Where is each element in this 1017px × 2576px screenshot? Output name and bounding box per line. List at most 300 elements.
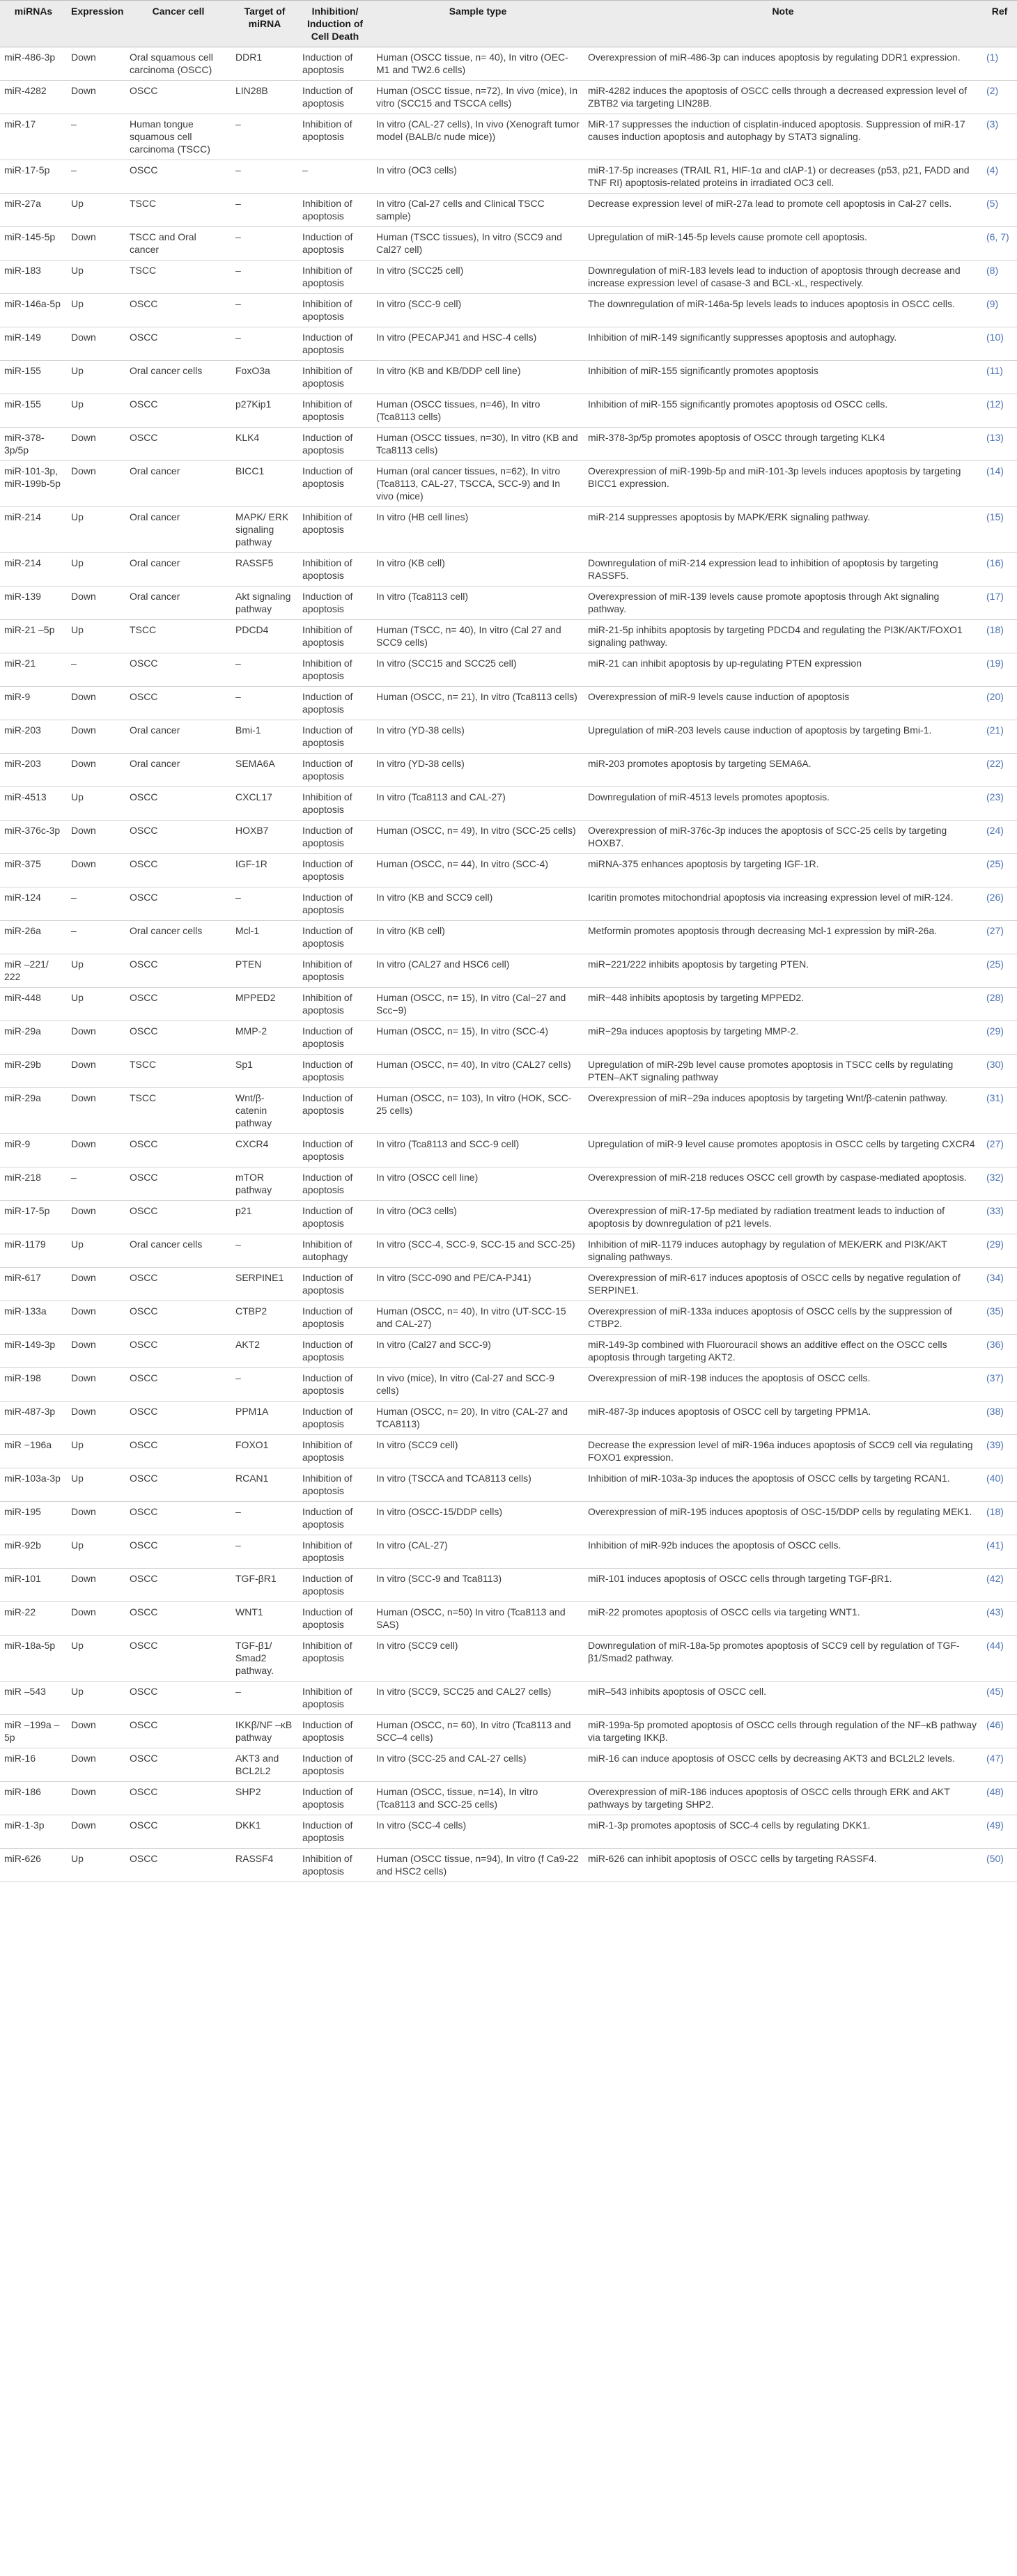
cancer-cell-cell: Oral squamous cell carcinoma (OSCC) — [125, 47, 231, 81]
table-row — [0, 114, 1017, 160]
table-row — [0, 887, 1017, 921]
table-row — [0, 1268, 1017, 1301]
sample-type-cell: In vitro (HB cell lines) — [372, 507, 584, 553]
mirna-cell: miR-18a-5p — [0, 1636, 67, 1682]
table-row — [0, 1849, 1017, 1882]
table-row — [0, 720, 1017, 754]
cancer-cell-cell: OSCC — [125, 653, 231, 687]
target-cell: LIN28B — [231, 81, 298, 114]
ref-cell: (46) — [982, 1715, 1017, 1748]
cell-death-cell: Induction of apoptosis — [298, 1715, 372, 1748]
ref-cell: (11) — [982, 361, 1017, 394]
target-cell: PTEN — [231, 954, 298, 988]
cancer-cell-cell: OSCC — [125, 1782, 231, 1815]
expression-cell: Up — [67, 294, 125, 327]
table-row — [0, 327, 1017, 361]
mirna-cell: miR-218 — [0, 1167, 67, 1201]
ref-cell: (27) — [982, 921, 1017, 954]
expression-cell: Down — [67, 1368, 125, 1402]
expression-cell: Up — [67, 394, 125, 428]
sample-type-cell: In vitro (SCC-4, SCC-9, SCC-15 and SCC-25) — [372, 1234, 584, 1268]
ref-cell: (22) — [982, 754, 1017, 787]
target-cell: – — [231, 653, 298, 687]
cancer-cell-cell: Oral cancer — [125, 720, 231, 754]
mirna-cell: miR-1-3p — [0, 1815, 67, 1849]
sample-type-cell: Human (OSCC, n= 21), In vitro (Tca8113 cells) — [372, 687, 584, 720]
mirna-cell: miR-146a-5p — [0, 294, 67, 327]
header-row — [0, 1, 1017, 47]
cell-death-cell: Induction of apoptosis — [298, 720, 372, 754]
sample-type-cell: Human (OSCC, n= 40), In vitro (CAL27 cells) — [372, 1055, 584, 1088]
table-row — [0, 1201, 1017, 1234]
expression-cell: Down — [67, 687, 125, 720]
table-row — [0, 1535, 1017, 1569]
note-cell: Decrease expression level of miR-27a lead to promote cell apoptosis in Cal-27 cells. — [584, 194, 982, 227]
expression-cell: Down — [67, 81, 125, 114]
sample-type-cell: Human (OSCC, n= 15), In vitro (Cal−27 and Scc−9) — [372, 988, 584, 1021]
cancer-cell-cell: OSCC — [125, 821, 231, 854]
mirna-cell: miR-203 — [0, 754, 67, 787]
ref-cell: (47) — [982, 1748, 1017, 1782]
target-cell: MAPK/ ERK signaling pathway — [231, 507, 298, 553]
ref-cell: (16) — [982, 553, 1017, 587]
note-cell: miR-4282 induces the apoptosis of OSCC cells through a decreased expression level of ZBTB2 via targeting LIN28B. — [584, 81, 982, 114]
note-cell: The downregulation of miR-146a-5p levels leads to induces apoptosis in OSCC cells. — [584, 294, 982, 327]
ref-cell: (45) — [982, 1682, 1017, 1715]
cell-death-cell: Induction of apoptosis — [298, 1782, 372, 1815]
expression-cell: Up — [67, 1535, 125, 1569]
sample-type-cell: In vitro (OC3 cells) — [372, 1201, 584, 1234]
cell-death-cell: Induction of apoptosis — [298, 1201, 372, 1234]
note-cell: miR-101 induces apoptosis of OSCC cells through targeting TGF-βR1. — [584, 1569, 982, 1602]
cancer-cell-cell: OSCC — [125, 1815, 231, 1849]
ref-cell: (36) — [982, 1335, 1017, 1368]
ref-cell: (39) — [982, 1435, 1017, 1468]
note-cell: miRNA-375 enhances apoptosis by targeting IGF-1R. — [584, 854, 982, 887]
table-row — [0, 1021, 1017, 1055]
ref-cell: (29) — [982, 1021, 1017, 1055]
table-row — [0, 1815, 1017, 1849]
cancer-cell-cell: OSCC — [125, 787, 231, 821]
mirna-cell: miR-26a — [0, 921, 67, 954]
table-row — [0, 1088, 1017, 1134]
note-cell: miR−448 inhibits apoptosis by targeting MPPED2. — [584, 988, 982, 1021]
expression-cell: Down — [67, 1402, 125, 1435]
expression-cell: Up — [67, 1234, 125, 1268]
header-expression: Expression — [67, 1, 125, 47]
expression-cell: Down — [67, 587, 125, 620]
table-row — [0, 227, 1017, 261]
expression-cell: Down — [67, 227, 125, 261]
header-cancer-cell: Cancer cell — [125, 1, 231, 47]
target-cell: FOXO1 — [231, 1435, 298, 1468]
cell-death-cell: Inhibition of apoptosis — [298, 507, 372, 553]
target-cell: Mcl-1 — [231, 921, 298, 954]
note-cell: Upregulation of miR-29b level cause promotes apoptosis in TSCC cells by regulating PTEN–AKT signaling pathway — [584, 1055, 982, 1088]
expression-cell: Down — [67, 1268, 125, 1301]
cancer-cell-cell: OSCC — [125, 1602, 231, 1636]
note-cell: miR-22 promotes apoptosis of OSCC cells via targeting WNT1. — [584, 1602, 982, 1636]
sample-type-cell: In vitro (SCC15 and SCC25 cell) — [372, 653, 584, 687]
target-cell: p27Kip1 — [231, 394, 298, 428]
cancer-cell-cell: TSCC — [125, 1088, 231, 1134]
cancer-cell-cell: OSCC — [125, 1268, 231, 1301]
ref-cell: (21) — [982, 720, 1017, 754]
sample-type-cell: Human (TSCC tissues), In vitro (SCC9 and Cal27 cell) — [372, 227, 584, 261]
target-cell: Akt signaling pathway — [231, 587, 298, 620]
cell-death-cell: Induction of apoptosis — [298, 687, 372, 720]
sample-type-cell: Human (OSCC, tissue, n=14), In vitro (Tca8113 and SCC-25 cells) — [372, 1782, 584, 1815]
mirna-cell: miR-375 — [0, 854, 67, 887]
sample-type-cell: In vitro (YD-38 cells) — [372, 754, 584, 787]
note-cell: miR-626 can inhibit apoptosis of OSCC cells by targeting RASSF4. — [584, 1849, 982, 1882]
mirna-cell: miR-29b — [0, 1055, 67, 1088]
table-row — [0, 1782, 1017, 1815]
mirna-cell: miR-124 — [0, 887, 67, 921]
table-row — [0, 47, 1017, 81]
table-row — [0, 160, 1017, 194]
cell-death-cell: Inhibition of autophagy — [298, 1234, 372, 1268]
mirna-cell: miR-214 — [0, 507, 67, 553]
header-note: Note — [584, 1, 982, 47]
mirna-cell: miR −196a — [0, 1435, 67, 1468]
expression-cell: – — [67, 1167, 125, 1201]
expression-cell: Up — [67, 787, 125, 821]
note-cell: Inhibition of miR-1179 induces autophagy by regulation of MEK/ERK and PI3K/AKT signaling pathways. — [584, 1234, 982, 1268]
mirna-cell: miR-9 — [0, 687, 67, 720]
table-row — [0, 553, 1017, 587]
table-row — [0, 587, 1017, 620]
mirna-cell: miR-139 — [0, 587, 67, 620]
cell-death-cell: Induction of apoptosis — [298, 1748, 372, 1782]
sample-type-cell: In vitro (SCC25 cell) — [372, 261, 584, 294]
cell-death-cell: Induction of apoptosis — [298, 428, 372, 461]
target-cell: DDR1 — [231, 47, 298, 81]
ref-cell: (25) — [982, 954, 1017, 988]
sample-type-cell: Human (OSCC, n= 20), In vitro (CAL-27 and TCA8113) — [372, 1402, 584, 1435]
cell-death-cell: Induction of apoptosis — [298, 1301, 372, 1335]
expression-cell: Down — [67, 1602, 125, 1636]
expression-cell: Down — [67, 1782, 125, 1815]
cancer-cell-cell: OSCC — [125, 160, 231, 194]
note-cell: Overexpression of miR-376c-3p induces the apoptosis of SCC-25 cells by targeting HOXB7. — [584, 821, 982, 854]
mirna-cell: miR-17 — [0, 114, 67, 160]
ref-cell: (41) — [982, 1535, 1017, 1569]
table-row — [0, 294, 1017, 327]
ref-cell: (48) — [982, 1782, 1017, 1815]
expression-cell: – — [67, 887, 125, 921]
expression-cell: – — [67, 921, 125, 954]
expression-cell: Up — [67, 261, 125, 294]
note-cell: Inhibition of miR-103a-3p induces the apoptosis of OSCC cells by targeting RCAN1. — [584, 1468, 982, 1502]
ref-cell: (1) — [982, 47, 1017, 81]
target-cell: IKKβ/NF –κB pathway — [231, 1715, 298, 1748]
note-cell: Upregulation of miR-203 levels cause induction of apoptosis by targeting Bmi-1. — [584, 720, 982, 754]
cell-death-cell: Inhibition of apoptosis — [298, 294, 372, 327]
target-cell: AKT3 and BCL2L2 — [231, 1748, 298, 1782]
table-row — [0, 754, 1017, 787]
note-cell: Overexpression of miR-617 induces apoptosis of OSCC cells by negative regulation of SERPINE1. — [584, 1268, 982, 1301]
note-cell: miR−221/222 inhibits apoptosis by targeting PTEN. — [584, 954, 982, 988]
target-cell: – — [231, 294, 298, 327]
note-cell: Overexpression of miR-198 induces the apoptosis of OSCC cells. — [584, 1368, 982, 1402]
table-row — [0, 1368, 1017, 1402]
mirna-cell: miR-101-3p, miR-199b-5p — [0, 461, 67, 507]
expression-cell: Up — [67, 361, 125, 394]
cancer-cell-cell: Oral cancer cells — [125, 1234, 231, 1268]
mirna-cell: miR-4513 — [0, 787, 67, 821]
table-row — [0, 854, 1017, 887]
table-row — [0, 1402, 1017, 1435]
sample-type-cell: Human (oral cancer tissues, n=62), In vitro (Tca8113, CAL-27, TSCCA, SCC-9) and In vivo (mice) — [372, 461, 584, 507]
sample-type-cell: Human (TSCC, n= 40), In vitro (Cal 27 and SCC9 cells) — [372, 620, 584, 653]
cancer-cell-cell: OSCC — [125, 1201, 231, 1234]
cell-death-cell: Induction of apoptosis — [298, 1134, 372, 1167]
target-cell: HOXB7 — [231, 821, 298, 854]
ref-cell: (26) — [982, 887, 1017, 921]
sample-type-cell: In vitro (OSCC cell line) — [372, 1167, 584, 1201]
mirna-cell: miR-183 — [0, 261, 67, 294]
sample-type-cell: In vitro (SCC-4 cells) — [372, 1815, 584, 1849]
cancer-cell-cell: OSCC — [125, 1682, 231, 1715]
target-cell: – — [231, 1682, 298, 1715]
cancer-cell-cell: OSCC — [125, 954, 231, 988]
note-cell: Overexpression of miR-139 levels cause promote apoptosis through Akt signaling pathway. — [584, 587, 982, 620]
cancer-cell-cell: OSCC — [125, 1134, 231, 1167]
cancer-cell-cell: OSCC — [125, 394, 231, 428]
cancer-cell-cell: TSCC and Oral cancer — [125, 227, 231, 261]
cancer-cell-cell: Oral cancer — [125, 754, 231, 787]
target-cell: TGF-β1/ Smad2 pathway. — [231, 1636, 298, 1682]
ref-cell: (32) — [982, 1167, 1017, 1201]
cancer-cell-cell: Oral cancer — [125, 553, 231, 587]
expression-cell: Down — [67, 1201, 125, 1234]
ref-cell: (12) — [982, 394, 1017, 428]
mirna-cell: miR –221/ 222 — [0, 954, 67, 988]
ref-cell: (49) — [982, 1815, 1017, 1849]
table-row — [0, 1435, 1017, 1468]
sample-type-cell: In vitro (CAL27 and HSC6 cell) — [372, 954, 584, 988]
cell-death-cell: Inhibition of apoptosis — [298, 394, 372, 428]
expression-cell: Down — [67, 327, 125, 361]
cell-death-cell: Inhibition of apoptosis — [298, 620, 372, 653]
table-row — [0, 988, 1017, 1021]
cell-death-cell: Induction of apoptosis — [298, 81, 372, 114]
note-cell: Overexpression of miR-199b-5p and miR-101-3p levels induces apoptosis by targeting BICC1 expression. — [584, 461, 982, 507]
target-cell: CXCR4 — [231, 1134, 298, 1167]
cell-death-cell: Inhibition of apoptosis — [298, 361, 372, 394]
note-cell: Decrease the expression level of miR-196a induces apoptosis of SCC9 cell via regulating FOXO1 expression. — [584, 1435, 982, 1468]
cancer-cell-cell: OSCC — [125, 294, 231, 327]
expression-cell: Down — [67, 1569, 125, 1602]
table-row — [0, 1301, 1017, 1335]
target-cell: – — [231, 1535, 298, 1569]
cancer-cell-cell: TSCC — [125, 194, 231, 227]
expression-cell: Down — [67, 1715, 125, 1748]
expression-cell: Down — [67, 754, 125, 787]
target-cell: SHP2 — [231, 1782, 298, 1815]
mirna-cell: miR-21 — [0, 653, 67, 687]
sample-type-cell: In vitro (TSCCA and TCA8113 cells) — [372, 1468, 584, 1502]
note-cell: miR-378-3p/5p promotes apoptosis of OSCC through targeting KLK4 — [584, 428, 982, 461]
expression-cell: Up — [67, 553, 125, 587]
mirna-cell: miR-617 — [0, 1268, 67, 1301]
table-row — [0, 261, 1017, 294]
note-cell: miR-21-5p inhibits apoptosis by targeting PDCD4 and regulating the PI3K/AKT/FOXO1 signaling pathway. — [584, 620, 982, 653]
note-cell: miR-214 suppresses apoptosis by MAPK/ERK signaling pathway. — [584, 507, 982, 553]
ref-cell: (25) — [982, 854, 1017, 887]
header-ref: Ref — [982, 1, 1017, 47]
ref-cell: (35) — [982, 1301, 1017, 1335]
cell-death-cell: Induction of apoptosis — [298, 1268, 372, 1301]
mirna-cell: miR-214 — [0, 553, 67, 587]
cancer-cell-cell: TSCC — [125, 261, 231, 294]
ref-cell: (17) — [982, 587, 1017, 620]
target-cell: PDCD4 — [231, 620, 298, 653]
cancer-cell-cell: Oral cancer cells — [125, 921, 231, 954]
cell-death-cell: Inhibition of apoptosis — [298, 787, 372, 821]
note-cell: miR-199a-5p promoted apoptosis of OSCC cells through regulation of the NF–κB pathway via targeting IKKβ. — [584, 1715, 982, 1748]
mirna-cell: miR-4282 — [0, 81, 67, 114]
cell-death-cell: Inhibition of apoptosis — [298, 1468, 372, 1502]
cancer-cell-cell: OSCC — [125, 428, 231, 461]
mirna-cell: miR-486-3p — [0, 47, 67, 81]
cancer-cell-cell: OSCC — [125, 1368, 231, 1402]
cell-death-cell: Inhibition of apoptosis — [298, 261, 372, 294]
target-cell: PPM1A — [231, 1402, 298, 1435]
sample-type-cell: In vitro (KB cell) — [372, 553, 584, 587]
ref-cell: (23) — [982, 787, 1017, 821]
ref-cell: (18) — [982, 620, 1017, 653]
expression-cell: Up — [67, 1435, 125, 1468]
cell-death-cell: Inhibition of apoptosis — [298, 194, 372, 227]
cell-death-cell: Inhibition of apoptosis — [298, 1435, 372, 1468]
mirna-cell: miR-103a-3p — [0, 1468, 67, 1502]
ref-cell: (18) — [982, 1502, 1017, 1535]
target-cell: IGF-1R — [231, 854, 298, 887]
sample-type-cell: Human (OSCC tissue, n=94), In vitro (f Ca9-22 and HSC2 cells) — [372, 1849, 584, 1882]
cancer-cell-cell: OSCC — [125, 1502, 231, 1535]
expression-cell: Down — [67, 1335, 125, 1368]
note-cell: Overexpression of miR-218 reduces OSCC cell growth by caspase-mediated apoptosis. — [584, 1167, 982, 1201]
target-cell: DKK1 — [231, 1815, 298, 1849]
cell-death-cell: Inhibition of apoptosis — [298, 1636, 372, 1682]
sample-type-cell: In vitro (CAL-27 cells), In vivo (Xenograft tumor model (BALB/c nude mice)) — [372, 114, 584, 160]
cell-death-cell: Induction of apoptosis — [298, 921, 372, 954]
target-cell: – — [231, 1234, 298, 1268]
header-target: Target of miRNA — [231, 1, 298, 47]
mirna-cell: miR-378-3p/5p — [0, 428, 67, 461]
table-row — [0, 821, 1017, 854]
sample-type-cell: Human (OSCC, n= 40), In vitro (UT-SCC-15 and CAL-27) — [372, 1301, 584, 1335]
expression-cell: Up — [67, 954, 125, 988]
table-row — [0, 1167, 1017, 1201]
table-row — [0, 194, 1017, 227]
ref-cell: (19) — [982, 653, 1017, 687]
note-cell: Overexpression of miR-9 levels cause induction of apoptosis — [584, 687, 982, 720]
cancer-cell-cell: OSCC — [125, 81, 231, 114]
note-cell: Downregulation of miR-4513 levels promotes apoptosis. — [584, 787, 982, 821]
cell-death-cell: Induction of apoptosis — [298, 821, 372, 854]
note-cell: Upregulation of miR-145-5p levels cause promote cell apoptosis. — [584, 227, 982, 261]
note-cell: MiR-17 suppresses the induction of cisplatin-induced apoptosis. Suppression of miR-17 causes induction apoptosis and autophagy by STAT3 signaling. — [584, 114, 982, 160]
expression-cell: Down — [67, 47, 125, 81]
mirna-cell: miR-487-3p — [0, 1402, 67, 1435]
target-cell: Sp1 — [231, 1055, 298, 1088]
cancer-cell-cell: OSCC — [125, 1335, 231, 1368]
cell-death-cell: Inhibition of apoptosis — [298, 553, 372, 587]
target-cell: – — [231, 114, 298, 160]
expression-cell: Down — [67, 720, 125, 754]
mirna-cell: miR-186 — [0, 1782, 67, 1815]
ref-cell: (29) — [982, 1234, 1017, 1268]
ref-cell: (20) — [982, 687, 1017, 720]
target-cell: CTBP2 — [231, 1301, 298, 1335]
cancer-cell-cell: OSCC — [125, 1021, 231, 1055]
cell-death-cell: Induction of apoptosis — [298, 1021, 372, 1055]
cell-death-cell: Induction of apoptosis — [298, 1167, 372, 1201]
ref-cell: (27) — [982, 1134, 1017, 1167]
target-cell: AKT2 — [231, 1335, 298, 1368]
cell-death-cell: Induction of apoptosis — [298, 227, 372, 261]
target-cell: RCAN1 — [231, 1468, 298, 1502]
table-header — [0, 1, 1017, 47]
sample-type-cell: Human (OSCC, n=50) In vitro (Tca8113 and SAS) — [372, 1602, 584, 1636]
sample-type-cell: Human (OSCC, n= 60), In vitro (Tca8113 and SCC–4 cells) — [372, 1715, 584, 1748]
mirna-cell: miR-149 — [0, 327, 67, 361]
expression-cell: – — [67, 114, 125, 160]
mirna-cell: miR-29a — [0, 1088, 67, 1134]
table-row — [0, 1682, 1017, 1715]
table-row — [0, 394, 1017, 428]
sample-type-cell: In vitro (YD-38 cells) — [372, 720, 584, 754]
sample-type-cell: In vitro (SCC9, SCC25 and CAL27 cells) — [372, 1682, 584, 1715]
cancer-cell-cell: OSCC — [125, 988, 231, 1021]
cell-death-cell: Induction of apoptosis — [298, 1335, 372, 1368]
target-cell: SERPINE1 — [231, 1268, 298, 1301]
note-cell: Inhibition of miR-149 significantly suppresses apoptosis and autophagy. — [584, 327, 982, 361]
table-row — [0, 921, 1017, 954]
sample-type-cell: Human (OSCC tissues, n=30), In vitro (KB and Tca8113 cells) — [372, 428, 584, 461]
cancer-cell-cell: OSCC — [125, 1535, 231, 1569]
sample-type-cell: In vitro (Tca8113 and CAL-27) — [372, 787, 584, 821]
cancer-cell-cell: OSCC — [125, 854, 231, 887]
table-row — [0, 1234, 1017, 1268]
ref-cell: (37) — [982, 1368, 1017, 1402]
sample-type-cell: In vitro (OC3 cells) — [372, 160, 584, 194]
expression-cell: Down — [67, 821, 125, 854]
note-cell: Overexpression of miR−29a induces apoptosis by targeting Wnt/β-catenin pathway. — [584, 1088, 982, 1134]
mirna-cell: miR-376c-3p — [0, 821, 67, 854]
note-cell: Downregulation of miR-18a-5p promotes apoptosis of SCC9 cell by regulation of TGF-β1/Smad2 pathway. — [584, 1636, 982, 1682]
target-cell: Bmi-1 — [231, 720, 298, 754]
target-cell: MMP-2 — [231, 1021, 298, 1055]
sample-type-cell: In vitro (PECAPJ41 and HSC-4 cells) — [372, 327, 584, 361]
mirna-cell: miR –543 — [0, 1682, 67, 1715]
sample-type-cell: Human (OSCC, n= 49), In vitro (SCC-25 cells) — [372, 821, 584, 854]
ref-cell: (9) — [982, 294, 1017, 327]
cancer-cell-cell: OSCC — [125, 1435, 231, 1468]
expression-cell: Up — [67, 620, 125, 653]
target-cell: RASSF4 — [231, 1849, 298, 1882]
mirna-cell: miR-155 — [0, 361, 67, 394]
table-row — [0, 461, 1017, 507]
cancer-cell-cell: Oral cancer — [125, 461, 231, 507]
header-sample-type: Sample type — [372, 1, 584, 47]
sample-type-cell: Human (OSCC tissues, n=46), In vitro (Tca8113 cells) — [372, 394, 584, 428]
sample-type-cell: In vitro (Tca8113 cell) — [372, 587, 584, 620]
target-cell: MPPED2 — [231, 988, 298, 1021]
